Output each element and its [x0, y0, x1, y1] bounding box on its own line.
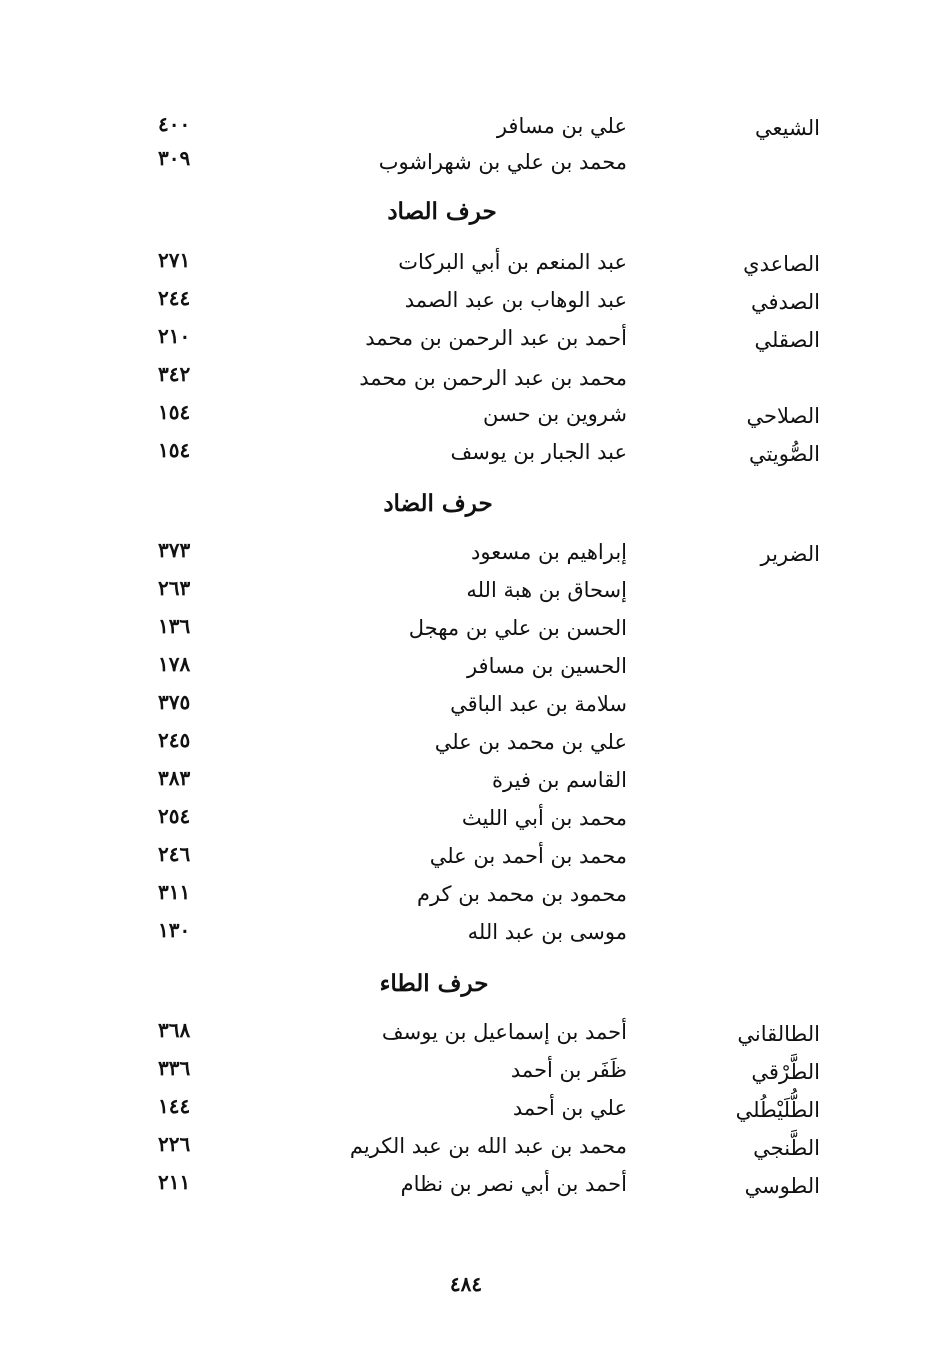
- index-entry: [0, 614, 932, 652]
- index-entry: [0, 1056, 932, 1094]
- entry-name: القاسم بن فيرة: [492, 768, 627, 792]
- entry-nisba: الطَّرْقي: [751, 1060, 820, 1084]
- index-entry: [0, 286, 932, 324]
- entry-nisba: الصدفي: [750, 290, 820, 314]
- entry-page-number: ١٤٤: [158, 1094, 191, 1118]
- entry-name: محمد بن أحمد بن علي: [429, 844, 627, 868]
- entry-name: علي بن مسافر: [496, 114, 627, 138]
- entry-name: عبد المنعم بن أبي البركات: [398, 250, 627, 274]
- entry-name: عبد الوهاب بن عبد الصمد: [404, 288, 627, 312]
- entry-name: علي بن محمد بن علي: [434, 730, 627, 754]
- entry-nisba: الطُّلَيْطُلي: [735, 1098, 820, 1122]
- index-entry: [0, 842, 932, 880]
- entry-page-number: ٣٦٨: [158, 1018, 191, 1042]
- entry-page-number: ٤٠٠: [158, 112, 191, 136]
- entry-page-number: ٣٤٢: [158, 362, 191, 386]
- entry-name: أحمد بن إسماعيل بن يوسف: [381, 1020, 627, 1044]
- entry-name: محمد بن علي بن شهراشوب: [378, 150, 627, 174]
- entry-nisba: الضرير: [760, 542, 820, 566]
- entry-nisba: الصلاحي: [746, 404, 820, 428]
- index-entry: [0, 804, 932, 842]
- entry-name: محمد بن أبي الليث: [461, 806, 627, 830]
- entry-page-number: ٣٧٥: [158, 690, 191, 714]
- index-entry: [0, 1132, 932, 1170]
- index-entry: [0, 1018, 932, 1056]
- entry-name: سلامة بن عبد الباقي: [450, 692, 627, 716]
- entry-name: إبراهيم بن مسعود: [471, 540, 627, 564]
- index-entry: [0, 918, 932, 956]
- index-entry: [0, 362, 932, 400]
- entry-name: الحسن بن علي بن مهجل: [408, 616, 627, 640]
- entry-name: أحمد بن عبد الرحمن بن محمد: [365, 326, 627, 350]
- index-entry: [0, 1170, 932, 1208]
- entry-page-number: ١٥٤: [158, 438, 191, 462]
- section-heading: حرف الصاد: [387, 198, 497, 225]
- entry-page-number: ٣٠٩: [158, 146, 191, 170]
- entry-name: محمود بن محمد بن كرم: [416, 882, 627, 906]
- entry-nisba: الصقلي: [754, 328, 820, 352]
- index-entry: [0, 690, 932, 728]
- entry-page-number: ٢٤٤: [158, 286, 191, 310]
- entry-page-number: ٢٢٦: [158, 1132, 191, 1156]
- entry-page-number: ٢٤٦: [158, 842, 191, 866]
- entry-name: شروين بن حسن: [482, 402, 627, 426]
- entry-page-number: ٢٥٤: [158, 804, 191, 828]
- index-entry: [0, 248, 932, 286]
- index-entry: [0, 1094, 932, 1132]
- entry-page-number: ٣٧٣: [158, 538, 191, 562]
- entry-nisba: الطَّنجي: [753, 1136, 820, 1160]
- entry-page-number: ٢١١: [158, 1170, 191, 1194]
- index-entry: [0, 438, 932, 476]
- index-entry: [0, 324, 932, 362]
- index-entry: [0, 112, 932, 150]
- entry-name: أحمد بن أبي نصر بن نظام: [400, 1172, 627, 1196]
- entry-nisba: الشيعي: [755, 116, 820, 140]
- entry-name: محمد بن عبد الرحمن بن محمد: [359, 366, 627, 390]
- entry-name: علي بن أحمد: [512, 1096, 627, 1120]
- index-entry: [0, 880, 932, 918]
- entry-page-number: ٢٤٥: [158, 728, 191, 752]
- entry-name: محمد بن عبد الله بن عبد الكريم: [349, 1134, 627, 1158]
- entry-name: عبد الجبار بن يوسف: [450, 440, 627, 464]
- entry-name: ظَفَر بن أحمد: [510, 1058, 627, 1082]
- entry-name: الحسين بن مسافر: [466, 654, 627, 678]
- index-entry: [0, 146, 932, 184]
- entry-page-number: ٢٦٣: [158, 576, 191, 600]
- entry-page-number: ٣٨٣: [158, 766, 191, 790]
- index-entry: [0, 576, 932, 614]
- entry-page-number: ١٥٤: [158, 400, 191, 424]
- entry-page-number: ١٣٠: [158, 918, 191, 942]
- entry-name: موسى بن عبد الله: [467, 920, 627, 944]
- entry-nisba: الصاعدي: [743, 252, 820, 276]
- page-number: ٤٨٤: [449, 1272, 483, 1296]
- index-entry: [0, 538, 932, 576]
- entry-page-number: ١٧٨: [158, 652, 191, 676]
- entry-nisba: الطوسي: [744, 1174, 820, 1198]
- entry-page-number: ١٣٦: [158, 614, 191, 638]
- section-heading: حرف الضاد: [383, 490, 493, 517]
- entry-page-number: ٢٧١: [158, 248, 191, 272]
- index-entry: [0, 400, 932, 438]
- section-heading: حرف الطاء: [379, 970, 489, 997]
- entry-page-number: ٢١٠: [158, 324, 191, 348]
- entry-name: إسحاق بن هبة الله: [466, 578, 627, 602]
- entry-page-number: ٣١١: [158, 880, 191, 904]
- entry-nisba: الصُّويتي: [749, 442, 820, 466]
- index-entry: [0, 766, 932, 804]
- entry-nisba: الطالقاني: [737, 1022, 820, 1046]
- index-entry: [0, 652, 932, 690]
- entry-page-number: ٣٣٦: [158, 1056, 191, 1080]
- index-entry: [0, 728, 932, 766]
